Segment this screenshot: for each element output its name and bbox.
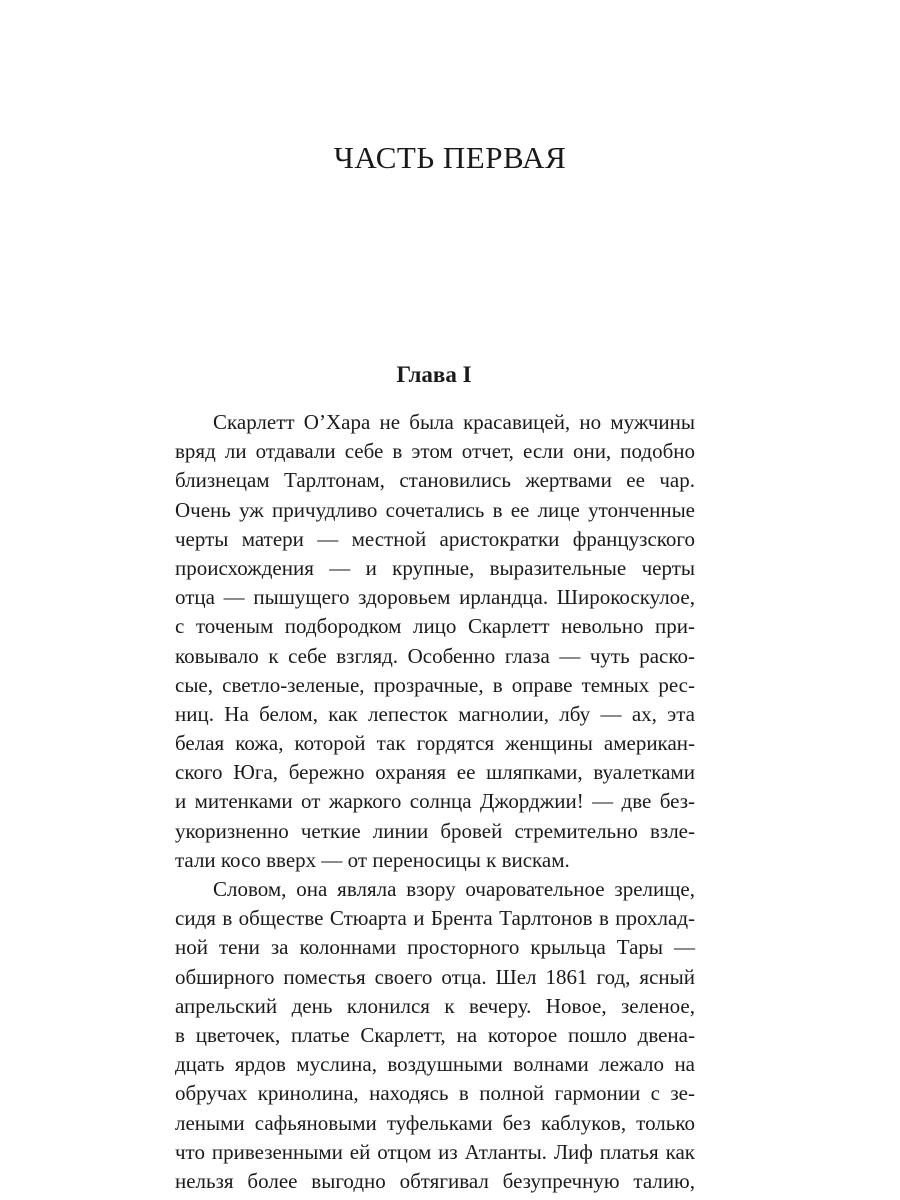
text-line: происхождения — и крупные, выразительные черты — [175, 555, 695, 580]
text-line: апрельский день клонился к вечеру. Новое, зеленое, — [175, 993, 695, 1018]
text-line: Словом, она являла взору очаровательное зрелище, — [213, 877, 695, 901]
text-line: дцать ярдов муслина, воздушными волнами лежало на — [175, 1052, 695, 1077]
text-line: отца — пышущего здоровьем ирландца. Широкоскулое, — [175, 585, 695, 610]
text-line: укоризненно четкие линии бровей стремительно взле- — [175, 818, 695, 843]
text-line: обручах кринолина, находясь в полной гармонии с зе- — [175, 1081, 695, 1106]
part-title: ЧАСТЬ ПЕРВАЯ — [333, 140, 567, 175]
text-line: с точеным подбородком лицо Скарлетт невольно при- — [175, 614, 695, 639]
chapter-body-text — [175, 408, 695, 1196]
text-line: Скарлетт О’Хара не была красавицей, но мужчины — [213, 410, 695, 434]
text-line: ского Юга, бережно охраняя ее шляпками, вуалетками — [175, 760, 695, 785]
text-line: близнецам Тарлтонам, становились жертвами ее чар. — [175, 468, 695, 493]
text-line: ковывало к себе взгляд. Особенно глаза — чуть раско- — [175, 643, 695, 668]
text-line: сидя в обществе Стюарта и Брента Тарлтонов в прохлад- — [175, 906, 695, 931]
text-line: черты матери — местной аристократки французского — [175, 526, 695, 551]
text-line: нельзя более выгодно обтягивал безупречную талию, — [175, 1168, 695, 1193]
text-line: ниц. На белом, как лепесток магнолии, лбу — ах, эта — [175, 701, 695, 726]
text-line: ной тени за колоннами просторного крыльца Тары — — [175, 935, 695, 960]
text-line: леными сафьяновыми туфельками без каблуков, только — [175, 1110, 695, 1135]
text-line: вряд ли отдавали себе в этом отчет, если они, подобно — [175, 439, 695, 464]
text-line: обширного поместья своего отца. Шел 1861 год, ясный — [175, 964, 695, 989]
text-line: сые, светло-зеленые, прозрачные, в оправе темных рес- — [175, 672, 695, 697]
text-line: и митенками от жаркого солнца Джорджии! — две без- — [175, 789, 695, 814]
text-line: Очень уж причудливо сочетались в ее лице утонченные — [175, 497, 695, 522]
text-line: что привезенными ей отцом из Атланты. Лиф платья как — [175, 1139, 695, 1164]
text-line: в цветочек, платье Скарлетт, на которое пошло двена- — [175, 1022, 695, 1047]
text-line: тали косо вверх — от переносицы к вискам. — [175, 847, 570, 872]
chapter-title: Глава I — [396, 362, 472, 387]
text-line: белая кожа, которой так гордятся женщины американ- — [175, 731, 695, 756]
